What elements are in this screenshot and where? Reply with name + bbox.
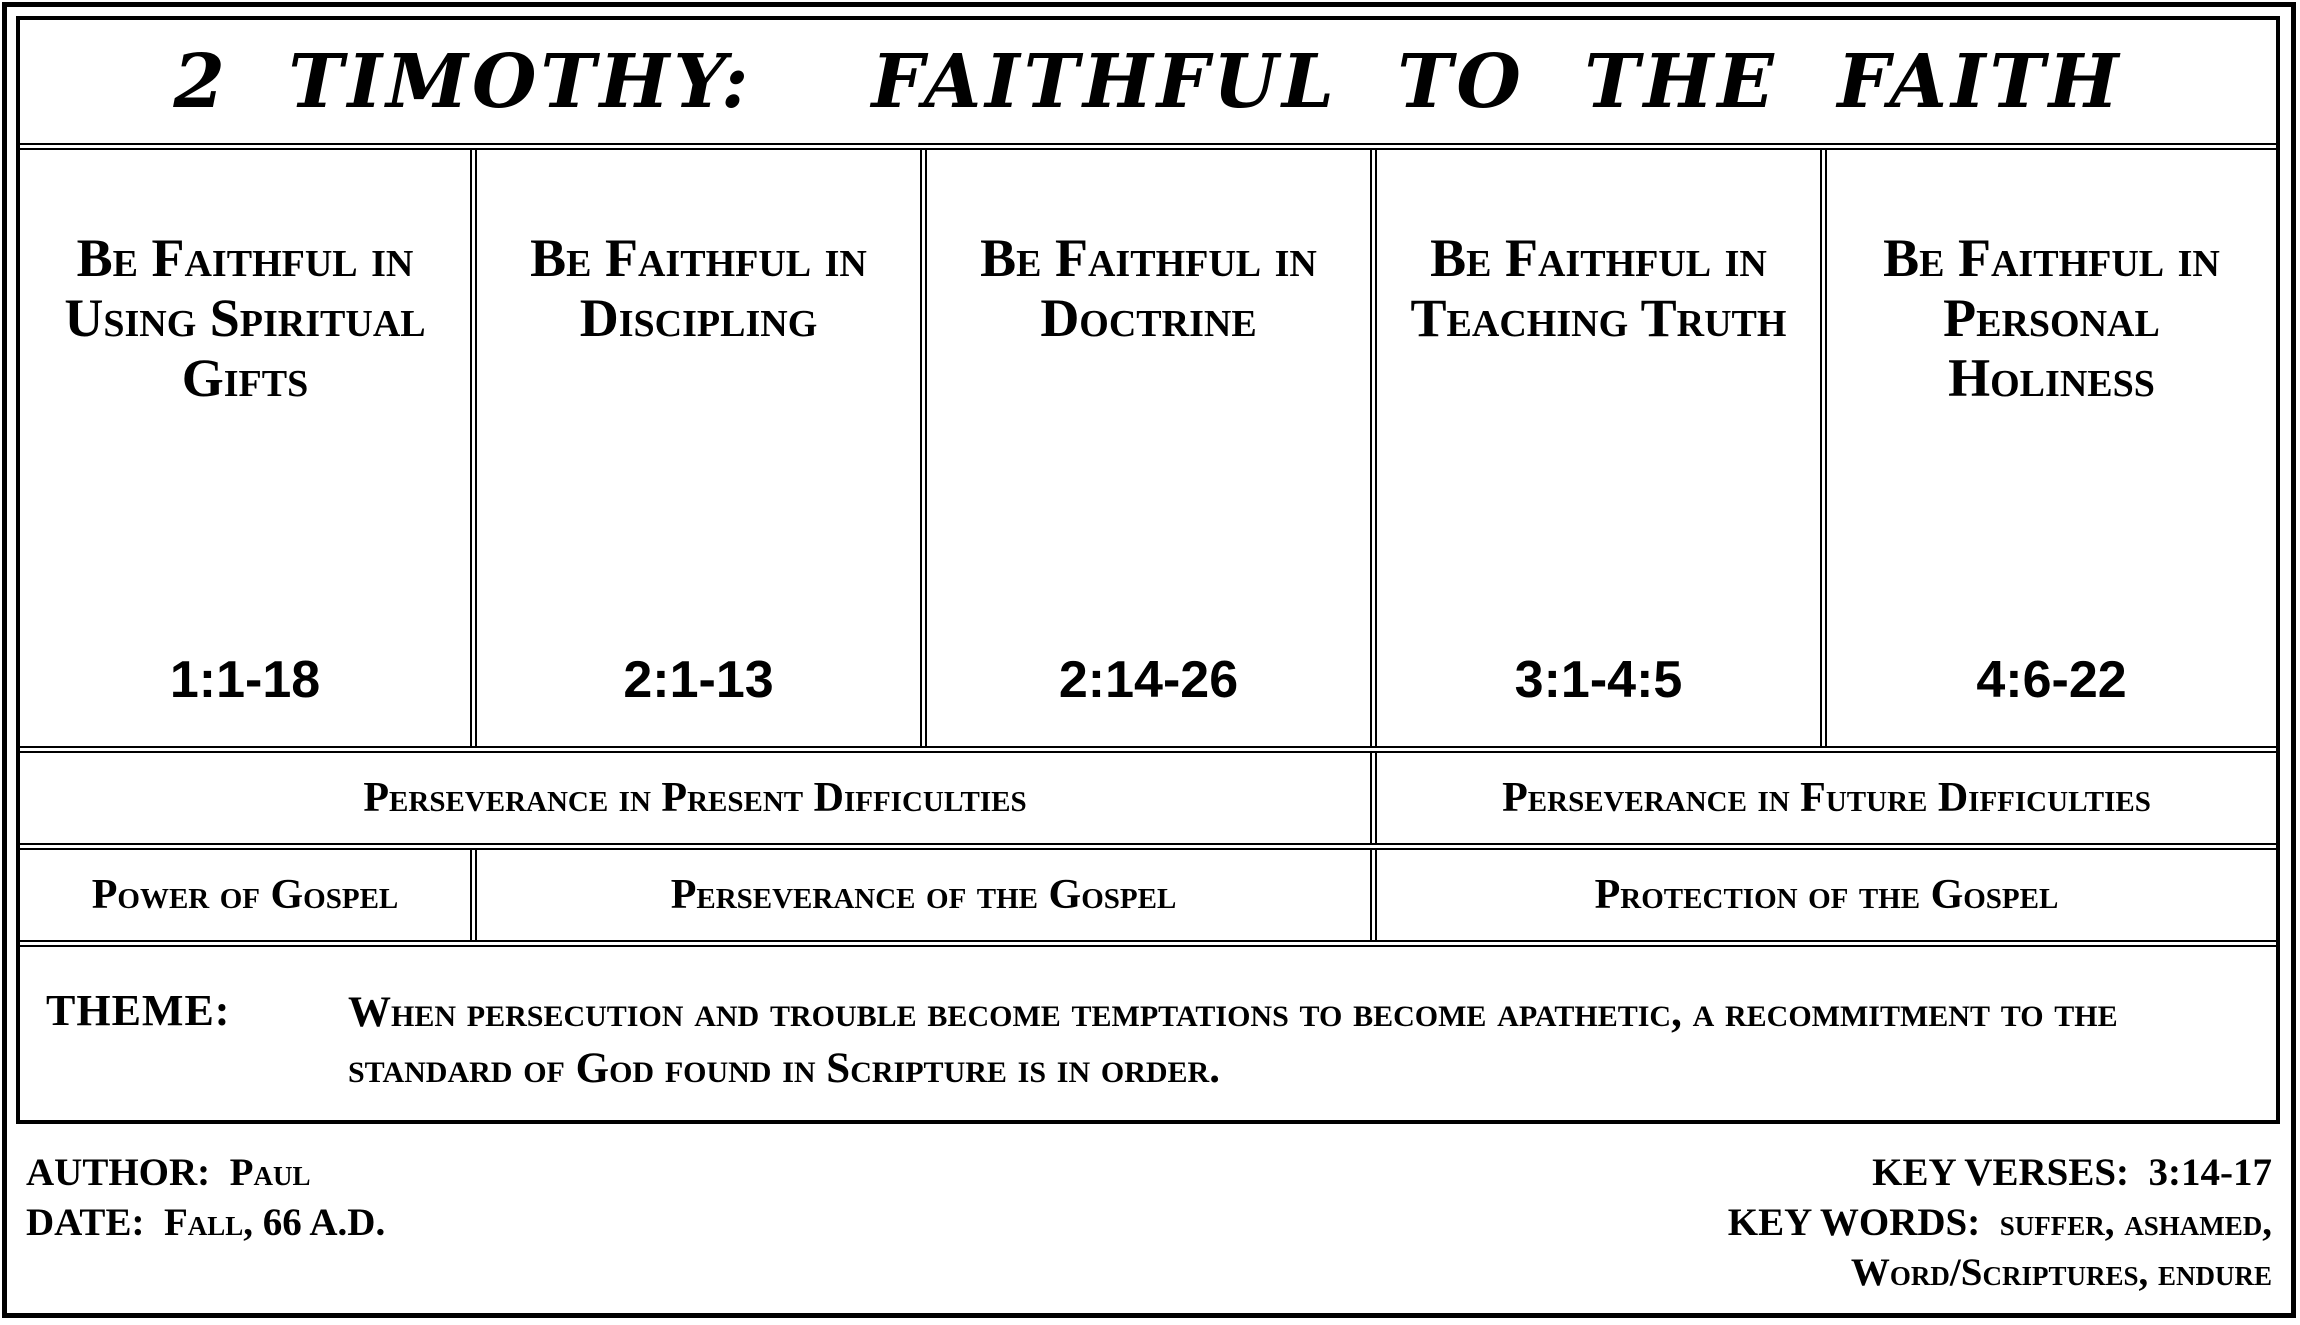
- section-column-3: [920, 150, 1370, 746]
- author-label: AUTHOR:: [26, 1151, 211, 1194]
- theme-text: When persecution and trouble become temptations to become apathetic, a recommitment to the standard of God found in Scripture is in order.: [348, 989, 2118, 1092]
- chart-title: 2 TIMOTHY: FAITHFUL TO THE FAITH: [173, 38, 2123, 125]
- book-chart: [16, 16, 2280, 1124]
- footer-left: [26, 1148, 385, 1248]
- title-row: [20, 20, 2276, 150]
- section-reference: 2:14-26: [1058, 651, 1239, 709]
- section-reference: 1:1-18: [169, 651, 321, 709]
- section-heading: Be Faithful in Using Spiritual Gifts: [64, 228, 426, 408]
- theme-label: THEME:: [46, 986, 231, 1035]
- power-of-gospel-cell: Power of Gospel: [91, 872, 399, 918]
- gospel-row: [20, 850, 2276, 947]
- date-label: DATE:: [26, 1201, 145, 1244]
- section-heading: Be Faithful in Doctrine: [980, 228, 1317, 348]
- section-heading: Be Faithful in Discipling: [530, 228, 867, 348]
- theme-box: [20, 947, 2276, 1120]
- date-line: [26, 1198, 385, 1248]
- section-column-4: [1370, 150, 1820, 746]
- key-words-value-continued: Word/Scriptures, endure: [1850, 1251, 2272, 1294]
- key-words-line-2: [1728, 1248, 2272, 1298]
- key-words-value: suffer, ashamed,: [1999, 1201, 2272, 1244]
- key-verses-line: [1728, 1148, 2272, 1198]
- section-column-2: [470, 150, 920, 746]
- author-value: Paul: [229, 1151, 311, 1194]
- key-words-line: [1728, 1198, 2272, 1248]
- protection-of-gospel-cell: Protection of the Gospel: [1370, 850, 2276, 940]
- footer-right: [1728, 1148, 2272, 1298]
- section-column-5: [1820, 150, 2276, 746]
- section-reference: 2:1-13: [623, 651, 774, 709]
- section-row: [20, 150, 2276, 753]
- date-value: Fall, 66 A.D.: [163, 1201, 386, 1244]
- present-difficulties-cell: Perseverance in Present Difficulties: [363, 775, 1027, 821]
- perseverance-row: [20, 753, 2276, 850]
- section-reference: 3:1-4:5: [1514, 651, 1683, 709]
- section-reference: 4:6-22: [1976, 651, 2127, 709]
- section-column-1: [20, 150, 470, 746]
- author-line: [26, 1148, 385, 1198]
- key-verses-label: KEY VERSES:: [1872, 1151, 2130, 1194]
- perseverance-of-gospel-cell: Perseverance of the Gospel: [470, 850, 1370, 940]
- section-heading: Be Faithful in Personal Holiness: [1883, 228, 2220, 408]
- section-heading: Be Faithful in Teaching Truth: [1410, 228, 1787, 348]
- key-verses-value: 3:14-17: [2148, 1151, 2272, 1194]
- key-words-label: KEY WORDS:: [1727, 1201, 1981, 1244]
- future-difficulties-cell: Perseverance in Future Difficulties: [1370, 753, 2276, 843]
